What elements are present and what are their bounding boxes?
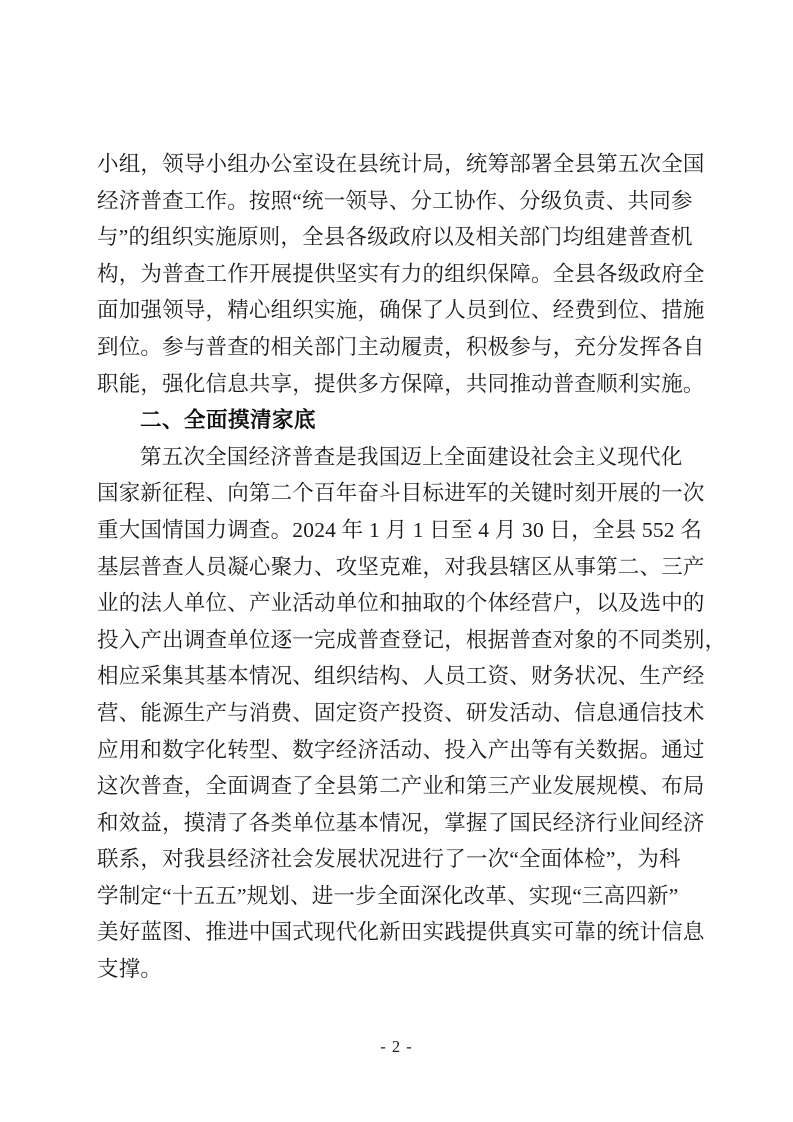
text-line: 联系，对我县经济社会发展状况进行了一次“全面体检”，为科 [97,847,681,872]
paragraph [97,439,727,988]
text-line: 营、能源生产与消费、固定资产投资、研发活动、信息通信技术 [97,700,705,725]
text-line: 基层普查人员凝心聚力、攻坚克难，对我县辖区从事第二、三产 [97,554,705,579]
page-number: - 2 - [380,1037,413,1056]
text-line: 业的法人单位、产业活动单位和抽取的个体经营户，以及选中的 [97,591,705,616]
text-line: 学制定“十五五”规划、进一步全面深化改革、实现“三高四新” [97,883,679,908]
text-line: 国家新征程、向第二个百年奋斗目标进军的关键时刻开展的一次 [97,481,705,506]
text-line: 到位。参与普查的相关部门主动履责，积极参与，充分发挥各自 [97,334,705,359]
text-line: 职能，强化信息共享，提供多方保障，共同推动普查顺利实施。 [97,371,705,396]
text-line: 面加强领导，精心组织实施，确保了人员到位、经费到位、措施 [97,298,705,323]
text-line: 经济普查工作。按照“统一领导、分工协作、分级负责、共同参 [97,188,693,213]
heading-line: 二、全面摸清家底 [140,408,317,433]
text-line: 小组，领导小组办公室设在县统计局，统筹部署全县第五次全国 [97,152,705,176]
text-line: 投入产出调查单位逐一完成普查登记，根据普查对象的不同类别， [97,627,727,652]
text-line: 构，为普查工作开展提供坚实有力的组织保障。全县各级政府全 [97,261,705,286]
section-heading [97,402,705,439]
text-line: 相应采集其基本情况、组织结构、人员工资、财务状况、生产经 [97,664,705,689]
text-line: 美好蓝图、推进中国式现代化新田实践提供真实可靠的统计信息 [97,920,705,945]
paragraph [97,146,705,402]
text-line: 重大国情国力调查。2024 年 1 月 1 日至 4 月 30 日，全县 552 名 [97,517,703,542]
text-line: 应用和数字化转型、数字经济活动、投入产出等有关数据。通过 [97,737,705,762]
text-line: 支撑。 [97,957,163,982]
text-line: 第五次全国经济普查是我国迈上全面建设社会主义现代化 [140,444,683,469]
text-line: 这次普查，全面调查了全县第二产业和第三产业发展规模、布局 [97,774,705,799]
document-body [97,146,727,988]
text-line: 与”的组织实施原则，全县各级政府以及相关部门均组建普查机 [97,225,693,250]
text-line: 和效益，摸清了各类单位基本情况，掌握了国民经济行业间经济 [97,810,705,835]
